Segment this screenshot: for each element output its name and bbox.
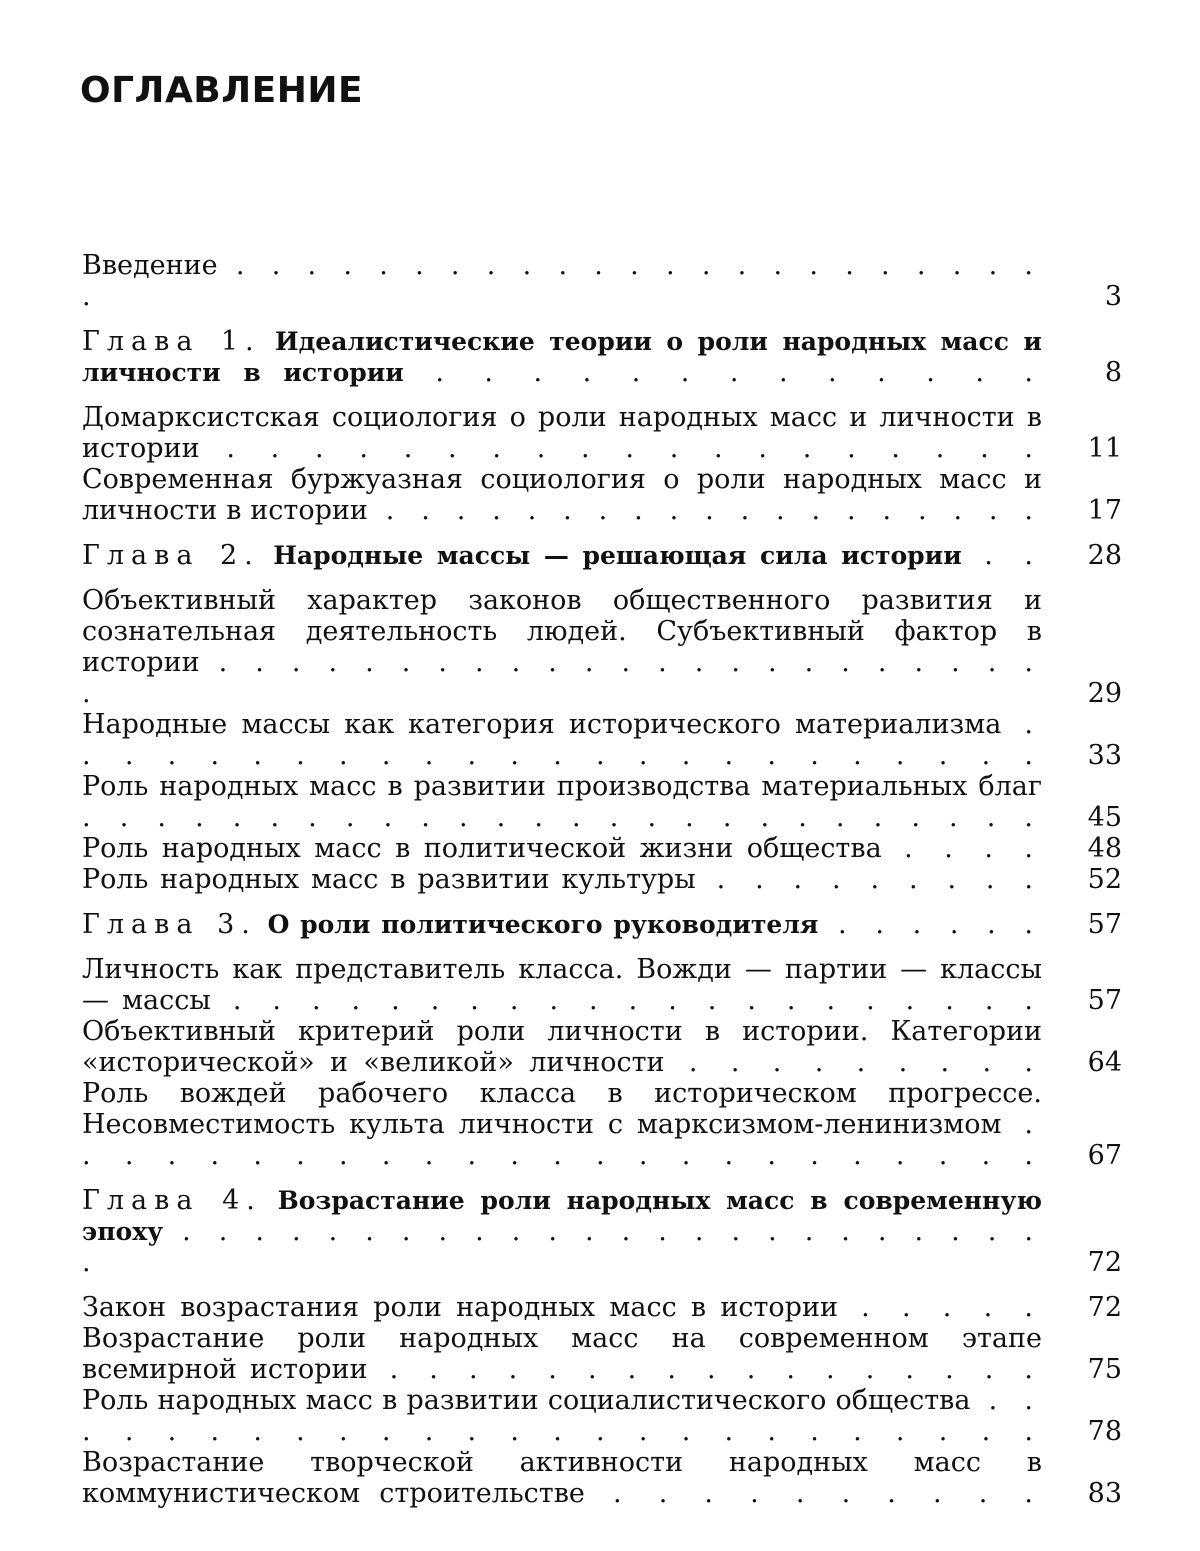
toc-entry bbox=[82, 771, 1122, 833]
toc-chapter-entry bbox=[82, 909, 1122, 940]
toc-page-number: 72 bbox=[1087, 1292, 1122, 1323]
toc-page-number: 28 bbox=[1087, 540, 1122, 571]
chapter-prefix: Глава 3. bbox=[82, 909, 257, 940]
toc-page-number: 3 bbox=[1104, 281, 1122, 312]
toc-entry bbox=[82, 864, 1122, 895]
toc-entry-text: Идеалистические теории о роли народных масс и личности в истории bbox=[82, 327, 1042, 387]
toc-entry-text: Личность как представитель класса. Вожди — партии — классы — массы bbox=[82, 954, 1042, 1016]
page-title: ОГЛАВЛЕНИЕ bbox=[80, 70, 364, 111]
leader-dots: . . . . . . bbox=[818, 909, 1042, 940]
chapter-prefix: Глава 1. bbox=[82, 326, 261, 357]
leader-dots: . . . . . . . . . . . . . bbox=[403, 357, 1042, 388]
toc-entry bbox=[82, 1323, 1122, 1385]
toc-page-number: 72 bbox=[1087, 1247, 1122, 1278]
toc-entry bbox=[82, 709, 1122, 771]
leader-dots: . . . . . . . . . . . . . . . . . . . . . bbox=[210, 985, 1042, 1016]
toc-entry bbox=[82, 464, 1122, 526]
chapter-prefix: Глава 4. bbox=[82, 1185, 262, 1216]
leader-dots: . . . . . . . . . . . . . . . . . bbox=[367, 1354, 1042, 1385]
toc-entry-text: Роль народных масс в развитии социалистического общества bbox=[82, 1385, 971, 1416]
leader-dots: . . . . . . . . . . . . . . . . . . . bbox=[367, 495, 1042, 526]
toc-page-number: 64 bbox=[1087, 1047, 1122, 1078]
toc-entry-text: Роль народных масс в развитии культуры bbox=[82, 864, 696, 895]
toc-entry-text: Объективный характер законов общественного развития и сознательная деятельность людей. Субъективный фактор в истории bbox=[82, 585, 1042, 678]
toc-entry-text: Возрастание творческой активности народных масс в коммунистическом строительстве bbox=[82, 1447, 1042, 1509]
toc-entry-text: Объективный критерий роли личности в истории. Категории «исторической» и «великой» личности bbox=[82, 1016, 1042, 1078]
toc-page-number: 17 bbox=[1087, 495, 1122, 526]
toc-entry-text: Народные массы — решающая сила истории bbox=[273, 541, 962, 570]
toc-page-number: 75 bbox=[1087, 1354, 1122, 1385]
toc-entry bbox=[82, 1078, 1122, 1171]
toc-entry-text: О роли политического руководителя bbox=[267, 910, 819, 939]
toc-entry bbox=[82, 1016, 1122, 1078]
leader-dots: . . . . . . . . . bbox=[695, 864, 1042, 895]
leader-dots: . . . . . . . . . . . . . . . . . . . . . . . . . bbox=[82, 1216, 1042, 1278]
toc-entry-text: Возрастание роли народных масс на современном этапе всемирной истории bbox=[82, 1323, 1042, 1385]
leader-dots: . . . . . . . . . . . . . . . . . . . . . . . . . . bbox=[82, 802, 1042, 833]
toc-page-number: 78 bbox=[1087, 1416, 1122, 1447]
toc-page-number: 52 bbox=[1087, 864, 1122, 895]
toc-entry-text: Современная буржуазная социология о роли народных масс и личности в истории bbox=[82, 464, 1042, 526]
toc-entry bbox=[82, 1447, 1122, 1509]
toc-chapter-entry bbox=[82, 1185, 1122, 1278]
toc-page-number: 57 bbox=[1087, 909, 1122, 940]
toc-entry-text: Роль народных масс в развитии производства материальных благ bbox=[82, 771, 1042, 802]
toc-entry bbox=[82, 585, 1122, 709]
toc-entry bbox=[82, 402, 1122, 464]
toc-page-number: 48 bbox=[1087, 833, 1122, 864]
leader-dots: . . . . . . . . . . . . . . . . . . . . . . . . bbox=[82, 709, 1042, 771]
leader-dots: . . . . . . . . . . . . . . . . . . . bbox=[199, 433, 1042, 464]
toc-entry-text: Домарксистская социология о роли народных масс и личности в истории bbox=[82, 402, 1042, 464]
toc-entry bbox=[82, 833, 1122, 864]
toc-page-number: 83 bbox=[1087, 1478, 1122, 1509]
toc-entry bbox=[82, 1385, 1122, 1447]
chapter-prefix: Глава 2. bbox=[82, 540, 260, 571]
toc-chapter-entry bbox=[82, 540, 1122, 571]
toc-entry bbox=[82, 1292, 1122, 1323]
leader-dots: . . . . . . . . . . . . . . . . . . . . . . . . bbox=[82, 647, 1042, 709]
toc-entry bbox=[82, 954, 1122, 1016]
toc-entry-text: Введение bbox=[82, 250, 218, 281]
toc-page-number: 11 bbox=[1087, 433, 1122, 464]
toc-page-number: 57 bbox=[1087, 985, 1122, 1016]
leader-dots: . . . . . . . . . . . . . . . . . . . . . . . . bbox=[82, 250, 1042, 312]
toc-entry-text: Роль народных масс в политической жизни общества bbox=[82, 833, 882, 864]
toc-page-number: 29 bbox=[1087, 678, 1122, 709]
leader-dots: . . . . . . . . . . . . . . . . . . . . . . . . bbox=[82, 1109, 1042, 1171]
toc-page-number: 8 bbox=[1104, 357, 1122, 388]
leader-dots: . . . . bbox=[881, 833, 1042, 864]
toc-chapter-entry bbox=[82, 326, 1122, 388]
toc-entry bbox=[82, 250, 1122, 312]
table-of-contents bbox=[82, 250, 1122, 1509]
leader-dots: . . . . . bbox=[837, 1292, 1042, 1323]
toc-page-number: 45 bbox=[1087, 802, 1122, 833]
leader-dots: . . . . . . . . . bbox=[664, 1047, 1042, 1078]
toc-entry-text: Народные массы как категория исторического материализма bbox=[82, 709, 1002, 740]
leader-dots: . . . . . . . . . . bbox=[584, 1478, 1042, 1509]
leader-dots: . . bbox=[961, 540, 1042, 571]
toc-entry-text: Возрастание роли народных масс в современную эпоху bbox=[82, 1186, 1042, 1246]
toc-page-number: 67 bbox=[1087, 1140, 1122, 1171]
toc-entry-text: Закон возрастания роли народных масс в истории bbox=[82, 1292, 838, 1323]
leader-dots: . . . . . . . . . . . . . . . . . . . . . . . . . bbox=[82, 1385, 1042, 1447]
toc-page-number: 33 bbox=[1087, 740, 1122, 771]
toc-entry-text: Роль вождей рабочего класса в историческом прогрессе. Несовместимость культа личности с марксизмом-ленинизмом bbox=[82, 1078, 1042, 1140]
